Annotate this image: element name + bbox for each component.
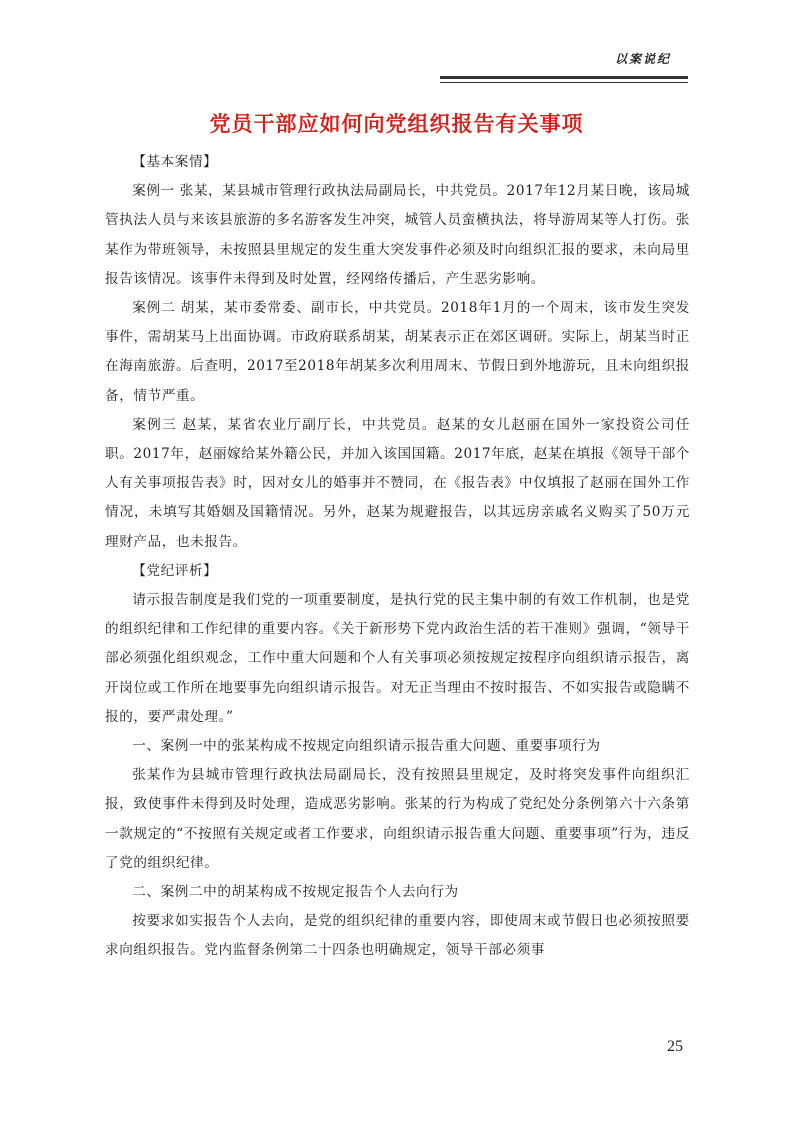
subheading-2: 二、案例二中的胡某构成不按规定报告个人去向行为 — [132, 884, 459, 901]
page-number: 25 — [667, 1038, 683, 1055]
paragraph-case-3: 案例三 赵某，某省农业厅副厅长，中共党员。赵某的女儿赵丽在国外一家投资公司任职。2017年，赵丽嫁给某外籍公民，并加入该国国籍。2017年底，赵某在填报《领导干部个人有关事项报告表》时，因对女儿的婚事并不赞同，在《报告表》中仅填报了赵丽在国外工作情况，未填写其婚姻及国籍情况。另外，赵某为规避报告，以其远房亲戚名义购买了50万元理财产品，也未报告。 — [105, 416, 690, 550]
column-label: 以案说纪 — [614, 52, 671, 66]
article-title: 党员干部应如何向党组织报告有关事项 — [209, 112, 584, 136]
paragraph-case-2: 案例二 胡某，某市委常委、副市长，中共党员。2018年1月的一个周末，该市发生突发事件，需胡某马上出面协调。市政府联系胡某，胡某表示正在郊区调研。实际上，胡某当时正在海南旅游。后查明，2017至2018年胡某多次利用周末、节假日到外地游玩，且未向组织报备，情节严重。 — [105, 300, 690, 404]
paragraph-analysis-intro: 请示报告制度是我们党的一项重要制度，是执行党的民主集中制的有效工作机制，也是党的组织纪律和工作纪律的重要内容。《关于新形势下党内政治生活的若干准则》强调，“领导干部必须强化组织观念，工作中重大问题和个人有关事项必须按规定按程序向组织请示报告，离开岗位或工作所在地要事先向组织请示报告。对无正当理由不按时报告、不如实报告或隐瞒不报的，要严肃处理。” — [105, 592, 690, 725]
paragraph-case-1: 案例一 张某，某县城市管理行政执法局副局长，中共党员。2017年12月某日晚，该局城管执法人员与来该县旅游的多名游客发生冲突，城管人员蛮横执法，将导游周某等人打伤。张某作为带班领导，未按照县里规定的发生重大突发事件必须及时向组织汇报的要求，未向局里报告该情况。该事件未得到及时处置，经网络传播后，产生恶劣影响。 — [105, 183, 690, 287]
paragraph-analysis-1: 张某作为县城市管理行政执法局副局长，没有按照县里规定，及时将突发事件向组织汇报，致使事件未得到及时处理，造成恶劣影响。张某的行为构成了党纪处分条例第六十六条第一款规定的“不按照有关规定或者工作要求，向组织请示报告重大问题、重要事项”行为，违反了党的组织纪律。 — [105, 767, 690, 871]
section-heading-analysis: 【党纪评析】 — [132, 562, 218, 579]
subheading-1: 一、案例一中的张某构成不按规定向组织请示报告重大问题、重要事项行为 — [132, 738, 601, 755]
section-heading-basic-case: 【基本案情】 — [132, 154, 218, 170]
header-rule-thick — [440, 76, 688, 79]
header-rule-thin — [440, 82, 688, 83]
article-body — [105, 148, 690, 966]
paragraph-analysis-2: 按要求如实报告个人去向，是党的组织纪律的重要内容，即使周末或节假日也必须按照要求向组织报告。党内监督条例第二十四条也明确规定，领导干部必须事 — [105, 913, 690, 959]
